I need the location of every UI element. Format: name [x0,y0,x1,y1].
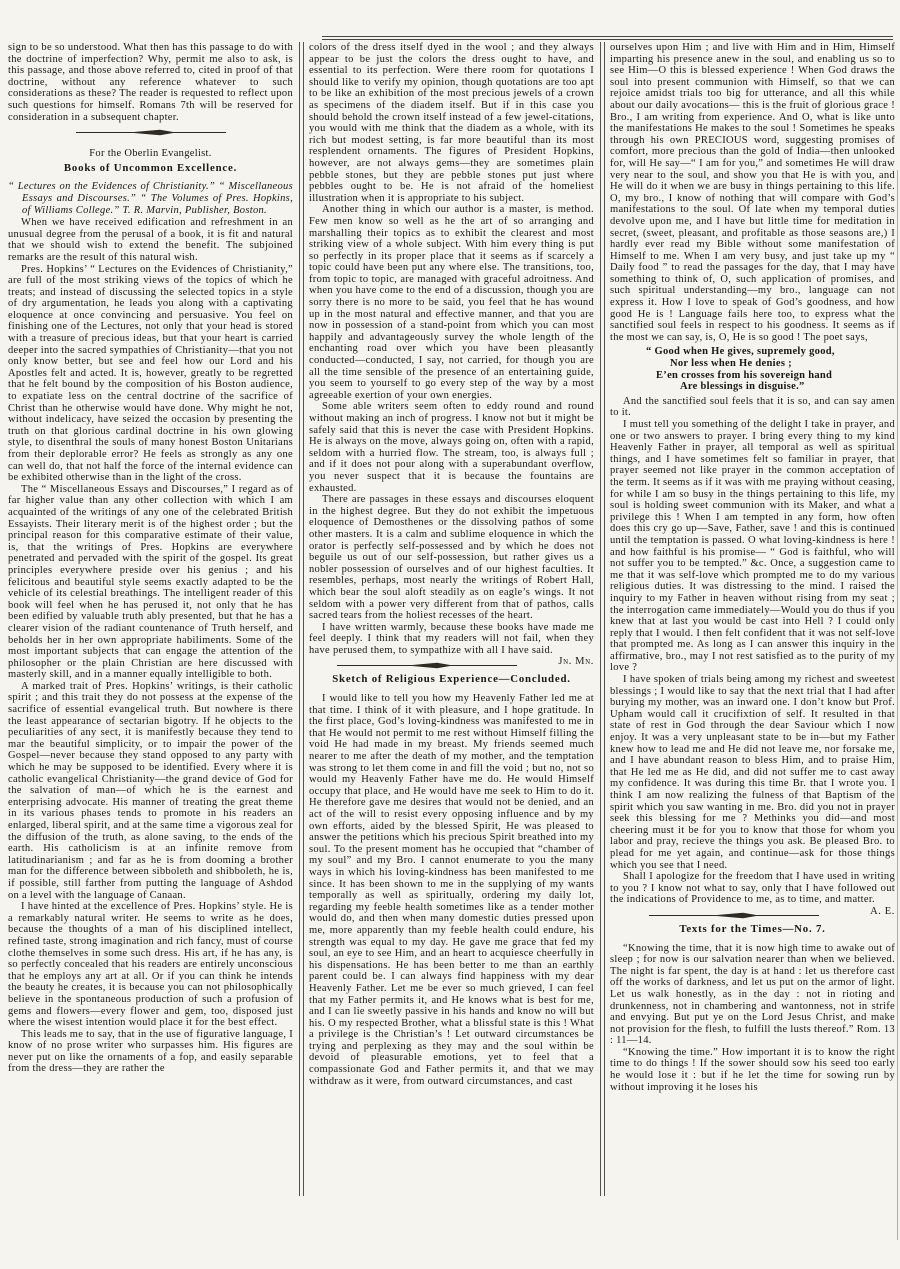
section-divider-ornament [8,126,293,139]
paragraph-text: Shall I apologize for the freedom that I have used in writing to you ? I know not what to say, only that I have followed out the indications of Providence to me, as to time, and matter. [610,871,895,906]
paragraph: I have spoken of trials being among my richest and sweetest blessings ; I would like to say that the next trial that I had after burying my mother, was an inward one. I don’t know but Prof. Upham would call it crucifixtion of self. It resulted in that state of rest in God through the dear Saviour which I now enjoy. It was a very unpleasant state to be in—but my Father knew how to lead me and He did not leave me, nor forsake me, and I have abundant reason to bless Him, and to praise Him, that He led me as He did, and did not suffer me to cast away my confidence. It was during this time Br. that I wrote you. I think I am now realizing the fulness of that Baptism of the spirit which you saw wanting in me. Bro. did you not in prayer seek this blessing for me ? Methinks you did—and most cheering must it be for you to know that those for whom you labor and pray, recieve the things you ask. Be pleased Bro. to plead for me yet again, and continue—ask for those things which you see that I need. [610,674,895,871]
poem-line: E’en crosses from his sovereign hand [656,369,833,381]
paragraph: Another thing in which our author is a master, is method. Few men know so well as he the art of so arranging and marshalling their topics as to exhibit the clearest and most striking view of a whole subject. With him every thing is put so perfectly in its proper place that it seems as if scarcely a topic could have been put any where else. The transitions, too, from topic to topic, are managed with graceful adroitness. And when you have come to the end of a discussion, though you are sorry there is no more to be said, you feel that he has wound up in the most natural and effective manner, and that you are now in possession of a stand-point from which you can most happily and advantageously survey the whole length of the enchanting road over which you have been pleasantly conducted—conducted, I say, not carried, for though you are all the time sensible of the presence of an entertaining guide, you seem to yourself to go every step of the way by a most agreeable exertion of your own energies. [309,204,594,401]
book-citation: “ Lectures on the Evidences of Christianity.” “ Miscellaneous Essays and Discourses.” “ The Volumes of Pres. Hopkins, of Williams College.” T. R. Marvin, Publisher, Boston. [8,181,293,216]
paragraph: The “ Miscellaneous Essays and Discourses,” I regard as of far higher value than any other collection with which I am acquainted of the writings of any one of the celebrated British Essayists. Their literary merit is of the highest order ; but the principal reason for this comparative estimate of their value, is, that the writings of Pres. Hopkins are everywhere penetrated and pervaded with the spirit of the gospel. Its great principles everywhere preside over his genius ; and his felicitous and beautiful style seems exactly adapted to be the vehicle of its celestial breathings. The intelligent reader of this book will feel when he has perused it, not only that he has been edified by valuable truth ably presented, but that he has a clearer vision of the radiant countenance of Truth herself, and beholds her in her own appropriate habiliments. Some of the most important subjects that can engage the attention of the philosopher or the plain Christian are here discussed with masterly skill, and in a manner equally intelligible to both. [8,483,293,681]
paragraph: When we have received edification and refreshment in an unusual degree from the perusal of a book, it is fit and natural that we should wish to extend the benefit. The subjoined remarks are the result of this natural wish. [8,217,293,263]
column-rule [299,42,304,1196]
article-attribution: For the Oberlin Evangelist. [89,148,212,160]
paragraph: There are passages in these essays and discourses eloquent in the highest degree. But they do not exhibit the impetuous eloquence of Demosthenes or the dissolving pathos of some other masters. It is a calm and sublime eloquence in which the orator is perfectly self-possessed and by which he does not beguile us out of our self-possession, but rather gives us a nobler possession of ourselves and of our highest faculties. It resembles, perhaps, most nearly the writings of Robert Hall, which bear the soul aloft steadily as on eagle’s wings. It not seldom with a power very different from that of pathos, calls sacred tears from the holiest recesses of the heart. [309,494,594,622]
paragraph: sign to be so understood. What then has this passage to do with the doctrine of imperfection? Why, permit me also to ask, is this passage, and those above referred to, cited in proof of that doctrine, without any reference whatever to such considerations as these? The reader is requested to reflect upon such questions for himself. Romans 7th will be reserved for consideration in a subsequent chapter. [8,42,293,123]
paragraph: “Knowing the time.” How important it is to know the right time to do things ! If the sower should sow his seed too early he would lose it : but if he let the time for sowing run by without improving it he loses his [610,1046,895,1093]
paragraph: A marked trait of Pres. Hopkins’ writings, is their catholic spirit ; and this trait they do not possess at the expense of the sacrifice of essential evangelical truth. But nowhere is there the least appearance of sectarian bigotry. If he objects to the peculiarities of any sect, it is manifestly because they tend to mar the beautiful simplicity, or to impair the power of the Gospel—never because they stand opposed to any party with which he may be supposed to be identified. Every where it is catholic evangelical Christianity—the grand device of God for the salvation of man—of which he is the earnest and enterprising advocate. His manner of treating the great theme in its various phases tends to promote in his readers an enlarged, liberal spirit, and at the same time a vigorous zeal for the diffusion of the truth, as alone saving, to the ends of the earth. His catholicism is at an infinite remove from latitudinarianism ; and far as he is from dooming a brother man for the difference between sibboleth and shibboleth, he is, if possible, still farther from putting the language of Ashdod on a level with the language of Canaan. [8,680,293,901]
paragraph: And the sanctified soul feels that it is so, and can say amen to it. [610,395,895,419]
column-1 [8,42,293,1196]
paragraph: “Knowing the time, that it is now high time to awake out of sleep ; for now is our salvation nearer than when we believed. The night is far spent, the day is at hand : let us therefore cast off the works of darkness, and let us put on the armor of light. Let us walk honestly, as in the day : not in rioting and drunkenness, not in chambering and wantonness, not in strife and envying. But put ye on the Lord Jesus Christ, and make not provision for the flesh, to fulfill the lusts thereof.” Rom. 13 : 11—14. [610,942,895,1047]
column-2 [309,42,594,1196]
column-rule [600,42,605,1196]
paragraph: I have hinted at the excellence of Pres. Hopkins’ style. He is a remarkably natural writer. He seems to write as he does, because the thoughts of a man of his disciplined intellect, refined taste, strong imagination and rich fancy, must of course clothe themselves in some such dress. His art, if he has any, is so perfectly concealed that his readers are entirely unconscious that he employs any art at all. Or if you can think he intends the beauty he creates, it is because you can not philosophically believe in the spontaneous production of such a profusion of gems and flowers—every flower and gem, too, disposed just where the wisest intention would place it for the best effect. [8,901,293,1029]
poem-line: Nor less when He denies ; [670,358,792,370]
page-edge-rule [897,170,898,1240]
paragraph: ourselves upon Him ; and live with Him and in Him, Himself imparting his presence anew in the soul, and enabling us so to see Him—O this is blessed experience ! When God draws the soul into present communion with Himself, so that we can rejoice amidst trials too big for utterance, and all this while about our daily avocations— this is the fruit of glorious grace ! Bro., I am writing from experience. And O, what is like unto the manifestations He makes to the soul ! Sometimes he speaks through his own PRECIOUS word, suggesting promises of comfort, more precious than the gold of India—then unlooked for, will He say—“ I am for you,” and sometimes He will draw very near to the soul, and show you that He is with you, and He will do it when we are busy in things pertaining to this life. O, my bro., I know of nothing that will compare with God’s manifestations to the soul. Of late when my temporal duties devolve upon me, and I have but little time for meditation in secret, (sweet, pleasant, and profitable as those seasons are,) I hardly ever read my Bible without some manifestation of Himself to me. When I am very busy, and just take up my “ Daily food ” to read the passages for the day, that I may have something to think of, O, such application of promises, and such spiritual understanding—my bro., language can not express it. How I love to speak of God’s goodness, and how good He is ! Language fails here too, to express what the sanctified soul feels in respect to his goodness. It seems as if the most we can say, is, O, He is so good ! The poet says, [610,42,895,343]
paragraph: I must tell you something of the delight I take in prayer, and one or two answers to prayer. I bring every thing to my kind Heavenly Father in prayer, all temporal as well as spiritual things, and I have sometimes felt so familiar in prayer, that prayer seemed not like prayer in the common acceptation of the term. It seems as if it was with me praying without ceasing, for while I am so busy in the things pertaining to this life, my soul is holding sweet communion with its Maker, and what a privilege this ! When I am tempted in any form, how often does this cry go up—Save, Father, save ! and this is continued until the temptation is passed. O what loving-kindness is here ! and how faithful is his promise— “ God is faithful, who will not suffer you to be tempted.” &c. Once, a suggestion came to me that it was self-love which prompted me to do my various religious duties. It was distressing to the mind. I raised the inquiry to my Father in heaven without rising from my seat ; the interrogation came immediately—Would you do thus if you knew that at last you would be cast into Hell ? I could only reply that I would. I then felt confident that it was not self-love that prompted me. As long as I can answer this inquiry in the affirmative, bro., may I not rest satisfied as to the purity of my love ? [610,419,895,674]
author-signature: Jn. Mn. [558,656,594,668]
paragraph: I would like to tell you how my Heavenly Father led me at that time. I think of it with pleasure, and I hope gratitude. In the first place, God’s loving-kindness was manifested to me in that He would not permit to me rest without Himself filling the void He had made in my breast. My friends seemed much nearer to me after the death of my mother, and the temptation was strong to let them come in and fill the void ; but no, not so would my Heavenly Father have me do. He would Himself occupy that place, and He would have me seek to Him to do it. He therefore gave me desires that would not be denied, and an act of the will to resist every opposing influence and by my own efforts, aided by the blessed Spirit, He was pleased to answer the petitions which his precious Spirit breathed into my soul. To the present moment has he occupied that “chamber of my soul” and my Bro. I cannot enumerate to you the many ways in which his loving-kindness has been manifested to me since. It has been shown to me in the supplying of my wants temporally as well as spiritually, ordering my daily lot, regarding my feeble health sometimes like as a tender mother would do, and then when many domestic duties pressed upon me, more apparently than my feeble health could endure, his strength was equal to my day. He gave me grace that fed my soul, an eye to see Him, and an heart to acquiesce cheerfully in his dispensations. He has been better to me than an earthly parent could be. I can always find happiness with my dear Heavenly Father. Let me be ever so much grieved, I can feel that my Father permits it, and He knows what is best for me, and I can lie sweetly passive in his hands and know no will but his. O my respected Brother, what a blissful state is this ! What a privilege is the Christian’s ! Let outward circumstances be trying and perplexing as they may and the soul within be devoid of pleasurable emotions, yet to feel that a compassionate God and Father permits it, and that we may withdraw as it were, from outward circumstances, and cast [309,693,594,1087]
article-title: Sketch of Religious Experience—Concluded. [332,673,571,686]
paragraph: Pres. Hopkins’ “ Lectures on the Evidences of Christianity,” are full of the most striking views of the topics of which he treats; and instead of discussing the selected topics in a style of dry argumentation, he leads you along with a captivating eloquence at once convincing and persuasive. You feel on finishing one of the Lectures, not only that your head is stored with a treasure of precious ideas, but that your heart is carried deeper into the sacred sympathies of Christianity—that you not only know better, but see and feel how our Lord and his Apostles felt and acted. It is, however, greatly to be regretted that he felt bound by the composition of his Boston audience, to expatiate less on the central doctrine of the sacrifice of Christ than he otherwise would have done. Why might he not, without indelicacy, have seized the occasion by presenting the truth on that glorious cardinal doctrine in his own glowing style, to disenthral the souls of many honest Boston Unitarians from their deplorable error? He feels as strongly as any one can well do, that not half the force of the internal evidence can be exhibited otherwise than in the light of the cross. [8,263,293,484]
page-header-rule [322,36,893,40]
section-divider-ornament [309,659,545,672]
poem-line: “ Good when He gives, supremely good, [646,346,835,358]
article-title: Texts for the Times—No. 7. [679,922,826,935]
author-signature: A. E. [870,905,895,917]
paragraph: This leads me to say, that in the use of figurative language, I know of no prose writer who surpasses him. His figures are never put on like the ornaments of a fop, and easily separable from the dress—they are rather the [8,1028,293,1075]
column-3 [610,42,895,1196]
poem-block [646,346,895,392]
section-divider-ornament [610,909,857,922]
paragraph: colors of the dress itself dyed in the wool ; and they always appear to be just the colors the dress ought to have, and essential to its perfection. Were there room for quotations I should like to verify my opinion, though quotations are too apt to be like an exhibition of the most precious jewels of a crown as specimens of the diadem itself. But if in this case you should behold the crown itself instead of a few jewel-citations, you would with me think that the diadem as a whole, with its rich but modest setting, is far more beautiful than its most resplendent ornaments. The figures of President Hopkins, however, are not always gems—they are sometimes plain pebble stones, but they are pebble stones put just where pebbles ought to be. He is not afraid of the homeliest illustration when it is appropriate to his subject. [309,42,594,204]
poem-line: Are blessings in disguise.” [680,381,805,393]
paragraph [309,621,594,668]
paragraph: Some able writers seem often to eddy round and round without making an inch of progress. I know not but it might be safely said that this is never the case with President Hopkins. He is always on the move, always going on, often with a rapid, seldom with a hurried flow. The stream, too, is always full ; and if it does not pour along with a superabundant overflow, you never suspect that it is because the fountains are exhausted. [309,401,594,494]
paragraph-text: I have written warmly, because these books have made me feel deeply. I think that my readers will not fail, when they have perused them, to sympathize with all I have said. [309,621,594,656]
article-title: Books of Uncommon Excellence. [63,161,238,174]
paragraph [610,871,895,917]
